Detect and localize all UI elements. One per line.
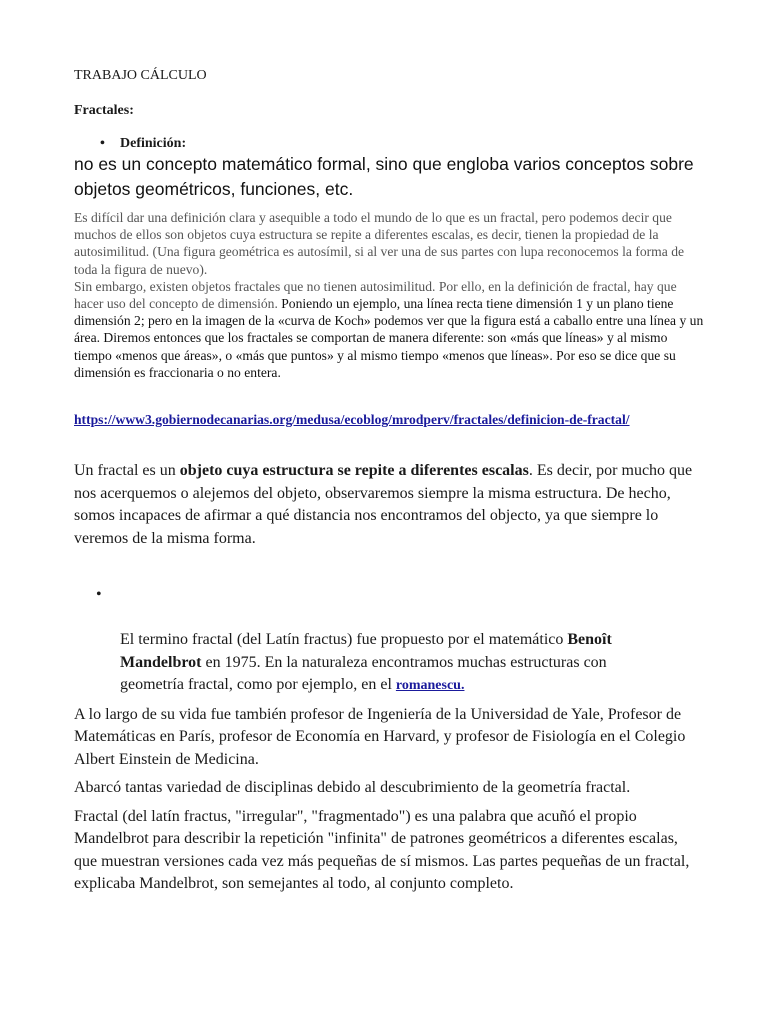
para3-bold-name: Benoît Mandelbrot <box>120 631 612 671</box>
document-title: TRABAJO CÁLCULO <box>74 68 207 83</box>
para2-text-post: . Es decir, por mucho que nos acerquemos o alejemos del objeto, observaremos siempre la misma estructura. De hecho, somos incapaces de afirmar a qué distancia nos encontramos del objecto, ya que siempre lo veremos de la misma forma. <box>74 462 693 547</box>
definition-label: Definición: <box>120 136 187 151</box>
paragraph-etymology: Fractal (del latín fractus, "irregular", "fragmentado") es una palabra que acuñó el propio Mandelbrot para describir la repetición "infinita" de patrones geométricos a diferentes escalas, que muestran versiones cada vez más pequeñas de sí mismos. Las partes pequeñas de un fractal, explicaba Mandelbrot, son semejantes al todo, al conjunto completo. <box>74 808 690 892</box>
para3-text-pre: El termino fractal (del Latín fractus) fue propuesto por el matemático <box>120 631 568 648</box>
romanescu-link[interactable]: romanescu. <box>395 678 465 693</box>
empty-bullet-icon: • <box>96 586 102 603</box>
paragraph-career: A lo largo de su vida fue también profesor de Ingeniería de la Universidad de Yale, Profesor de Matemáticas en París, profesor de Economía en Harvard, y profesor de Fisiología en el Colegio Albert Einstein de Medicina. <box>74 706 686 768</box>
definition-text: no es un concepto matemático formal, sino que engloba varios conceptos sobre objetos geométricos, funciones, etc. <box>74 154 694 199</box>
para2-bold-text: objeto cuya estructura se repite a diferentes escalas <box>179 462 529 479</box>
paragraph-mandelbrot <box>120 629 640 698</box>
paragraph-definition-detail <box>74 209 704 381</box>
paragraph-fractal-structure <box>74 460 704 550</box>
definition-list-item <box>100 136 186 152</box>
para1-gray-text-1: Es difícil dar una definición clara y asequible a todo el mundo de lo que es un fractal, pero podemos decir que muchos de ellos son objetos cuya estructura se repite a diferentes escalas, es decir, tienen la propiedad de la autosimilitud. (Una figura geométrica es autosímil, si al ver una de sus partes con lupa reconocemos la forma de toda la figura de nuevo). <box>74 210 685 277</box>
para3-text-mid: en 1975. En la naturaleza encontramos muchas estructuras con geometría fractal, como por ejemplo, en el <box>120 653 607 693</box>
section-heading: Fractales: <box>74 103 134 118</box>
bullet-icon: • <box>100 136 105 151</box>
para2-text-pre: Un fractal es un <box>74 462 180 479</box>
source-link-paragraph <box>74 411 714 428</box>
paragraph-disciplines: Abarcó tantas variedad de disciplinas debido al descubrimiento de la geometría fractal. <box>74 779 631 796</box>
source-link[interactable]: https://www3.gobiernodecanarias.org/medusa/ecoblog/mrodperv/fractales/definicion-de-fractal/ <box>74 412 630 427</box>
para1-dark-text: Poniendo un ejemplo, una línea recta tiene dimensión 1 y un plano tiene dimensión 2; pero en la imagen de la «curva de Koch» podemos ver que la figura está a caballo entre una línea y un área. Diremos entonces que los fractales se comportan de manera diferente: son «más que líneas» y al mismo tiempo «menos que áreas», o «más que puntos» y al mismo tiempo «menos que líneas». Por eso se dice que su dimensión es fraccionaria o no entera. <box>74 296 704 380</box>
para1-gray-text-2: Sin embargo, existen objetos fractales que no tienen autosimilitud. Por ello, en la definición de fractal, hay que hacer uso del concepto de dimensión. <box>74 278 677 312</box>
